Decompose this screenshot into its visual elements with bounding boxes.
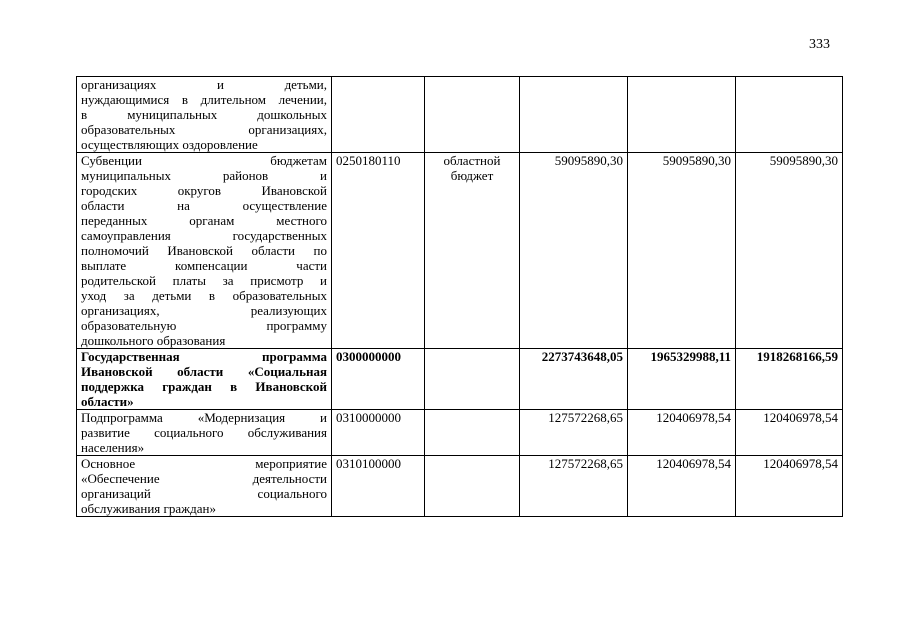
row-name-line: осуществляющих оздоровление (81, 137, 258, 152)
row-name-line: образовательную программу (81, 318, 327, 333)
value-2021-cell (520, 77, 628, 153)
source-cell (425, 349, 520, 410)
row-name-line: уход за детьми в образовательных (81, 288, 327, 303)
code-cell (332, 77, 425, 153)
row-name-cell (77, 77, 332, 153)
row-name-line: муниципальных районов и (81, 168, 327, 183)
row-name-line: развитие социального обслуживания (81, 425, 327, 440)
row-name-line: переданных органам местного (81, 213, 327, 228)
table-row (77, 153, 843, 349)
row-name-line: области на осуществление (81, 198, 327, 213)
row-name-line: родительской платы за присмотр и (81, 273, 327, 288)
code-cell: 0300000000 (332, 349, 425, 410)
value-2023-cell: 1918268166,59 (736, 349, 843, 410)
value-2022-cell: 120406978,54 (628, 456, 736, 517)
source-cell (425, 77, 520, 153)
row-name-line: Субвенции бюджетам (81, 153, 327, 168)
table-row (77, 349, 843, 410)
row-name-line: самоуправления государственных (81, 228, 327, 243)
row-name-line: «Обеспечение деятельности (81, 471, 327, 486)
row-name-line: организациях и детьми, (81, 77, 327, 92)
row-name-line: населения» (81, 440, 145, 455)
value-2022-cell: 59095890,30 (628, 153, 736, 349)
value-2022-cell (628, 77, 736, 153)
row-name-line: Подпрограмма «Модернизация и (81, 410, 327, 425)
value-2023-cell: 59095890,30 (736, 153, 843, 349)
row-name-line: Ивановской области «Социальная (81, 364, 327, 379)
row-name-line: в муниципальных дошкольных (81, 107, 327, 122)
value-2023-cell (736, 77, 843, 153)
row-name-line: дошкольного образования (81, 333, 226, 348)
row-name-line: полномочий Ивановской области по (81, 243, 327, 258)
table-row (77, 77, 843, 153)
table-row (77, 456, 843, 517)
value-2021-cell: 127572268,65 (520, 410, 628, 456)
row-name-line: области» (81, 394, 134, 409)
value-2021-cell: 127572268,65 (520, 456, 628, 517)
row-name-line: городских округов Ивановской (81, 183, 327, 198)
budget-table (76, 76, 843, 517)
row-name-line: обслуживания граждан» (81, 501, 216, 516)
row-name-line: организациях, реализующих (81, 303, 327, 318)
source-cell (425, 410, 520, 456)
row-name-cell (77, 349, 332, 410)
row-name-line: Основное мероприятие (81, 456, 327, 471)
source-cell (425, 456, 520, 517)
value-2021-cell: 59095890,30 (520, 153, 628, 349)
value-2022-cell: 1965329988,11 (628, 349, 736, 410)
row-name-line: организаций социального (81, 486, 327, 501)
code-cell: 0310000000 (332, 410, 425, 456)
value-2023-cell: 120406978,54 (736, 410, 843, 456)
value-2023-cell: 120406978,54 (736, 456, 843, 517)
row-name-cell (77, 456, 332, 517)
value-2022-cell: 120406978,54 (628, 410, 736, 456)
source-cell: областной бюджет (425, 153, 520, 349)
row-name-line: поддержка граждан в Ивановской (81, 379, 327, 394)
row-name-line: выплате компенсации части (81, 258, 327, 273)
row-name-line: образовательных организациях, (81, 122, 327, 137)
row-name-line: нуждающимися в длительном лечении, (81, 92, 327, 107)
row-name-cell (77, 410, 332, 456)
row-name-cell (77, 153, 332, 349)
table-row (77, 410, 843, 456)
page-number: 333 (809, 37, 830, 52)
value-2021-cell: 2273743648,05 (520, 349, 628, 410)
row-name-line: Государственная программа (81, 349, 327, 364)
code-cell: 0310100000 (332, 456, 425, 517)
code-cell: 0250180110 (332, 153, 425, 349)
